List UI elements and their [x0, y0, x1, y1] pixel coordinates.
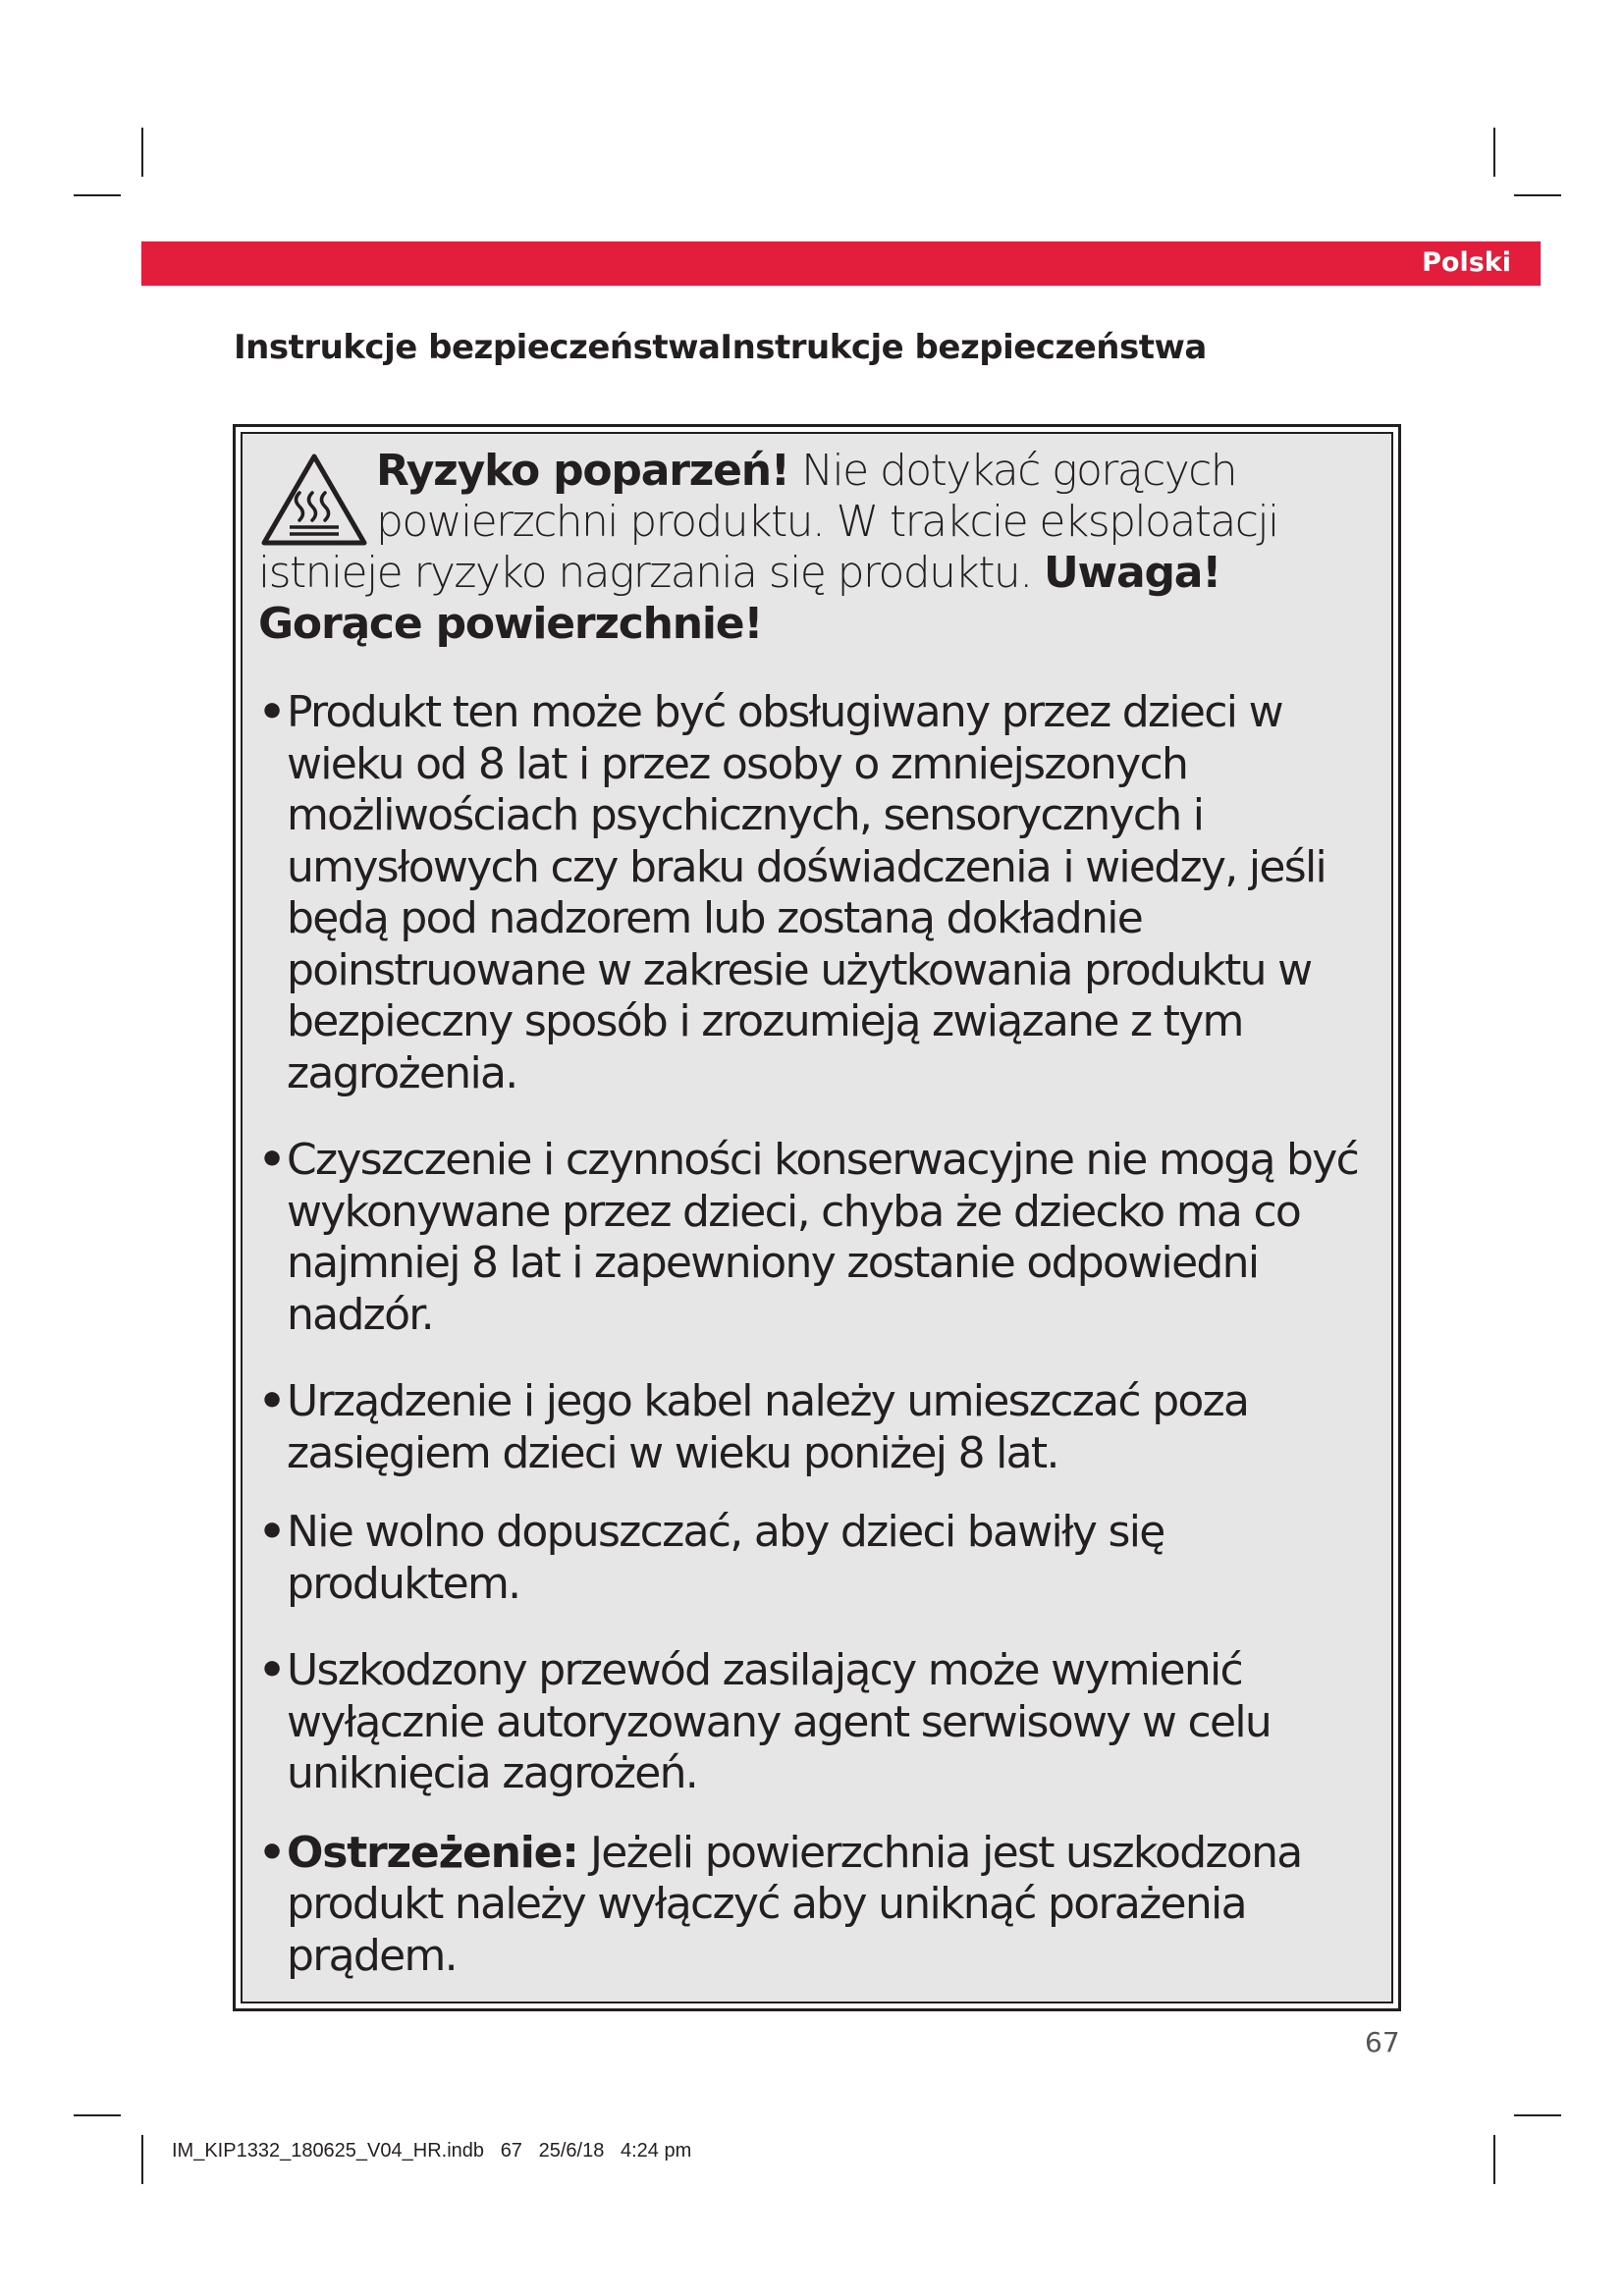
crop-mark-bottom-left-horizontal	[74, 2114, 121, 2116]
crop-mark-bottom-right-vertical	[1493, 2135, 1495, 2184]
page-number: 67	[1365, 2026, 1400, 2058]
burn-risk-text: Nie dotykać gorących powierzchni produktu. W trakcie eksploatacji istnieje ryzyko nagrzania się produktu.	[258, 446, 1278, 598]
safety-bullet-list	[258, 687, 1378, 2017]
print-slug: IM_KIP1332_180625_V04_HR.indb 67 25/6/18 4:24 pm	[172, 2140, 692, 2162]
section-title: Instrukcje bezpieczeństwaInstrukcje bezpieczeństwa	[234, 328, 1207, 367]
list-item: • Czyszczenie i czynności konserwacyjne nie mogą być wykonywane przez dzieci, chyba że dziecko ma co najmniej 8 lat i zapewniony zostanie odpowiedni nadzór.	[258, 1135, 1359, 1340]
safety-warning-box	[233, 424, 1401, 2011]
list-item: • Ostrzeżenie: Jeżeli powierzchnia jest uszkodzona produkt należy wyłączyć aby uniknąć porażenia prądem.	[258, 1827, 1302, 1981]
crop-mark-top-left-vertical	[141, 128, 143, 177]
crop-mark-top-left-horizontal	[74, 194, 121, 196]
language-label: Polski	[1422, 247, 1511, 278]
bullet-icon: •	[258, 1827, 285, 1878]
safety-warning-box-inner	[241, 432, 1393, 2003]
bullet-icon: •	[258, 1507, 285, 1557]
burn-risk-heading: Ryzyko poparzeń!	[376, 446, 789, 496]
crop-mark-top-right-vertical	[1493, 128, 1495, 177]
language-header-bar	[141, 241, 1541, 286]
list-item: • Urządzenie i jego kabel należy umieszczać poza zasięgiem dzieci w wieku poniżej 8 lat.	[258, 1376, 1249, 1478]
bullet-icon: •	[258, 687, 285, 737]
crop-mark-top-right-horizontal	[1514, 194, 1561, 196]
burn-risk-lead-paragraph	[258, 446, 1373, 650]
crop-mark-bottom-left-vertical	[141, 2135, 143, 2184]
hot-surfaces-warning: Uwaga! Gorące powierzchnie!	[258, 548, 1221, 649]
bullet-icon: •	[258, 1135, 285, 1185]
warning-label: Ostrzeżenie:	[287, 1827, 578, 1878]
crop-mark-bottom-right-horizontal	[1514, 2114, 1561, 2116]
bullet-icon: •	[258, 1376, 285, 1426]
list-item: • Nie wolno dopuszczać, aby dzieci bawiły się produktem.	[258, 1507, 1164, 1609]
list-item: • Uszkodzony przewód zasilający może wymienić wyłącznie autoryzowany agent serwisowy w celu uniknięcia zagrożeń.	[258, 1645, 1272, 1798]
list-item: • Produkt ten może być obsługiwany przez dzieci w wieku od 8 lat i przez osoby o zmniejszonych możliwościach psychicznych, sensorycznych i umysłowych czy braku doświadczenia i wiedzy, jeśli będą pod nadzorem lub zostaną dokładnie poinstruowane w zakresie użytkowania produktu w bezpieczny sposób i zrozumieją związane z tym zagrożenia.	[258, 687, 1326, 1098]
bullet-icon: •	[258, 1645, 285, 1695]
